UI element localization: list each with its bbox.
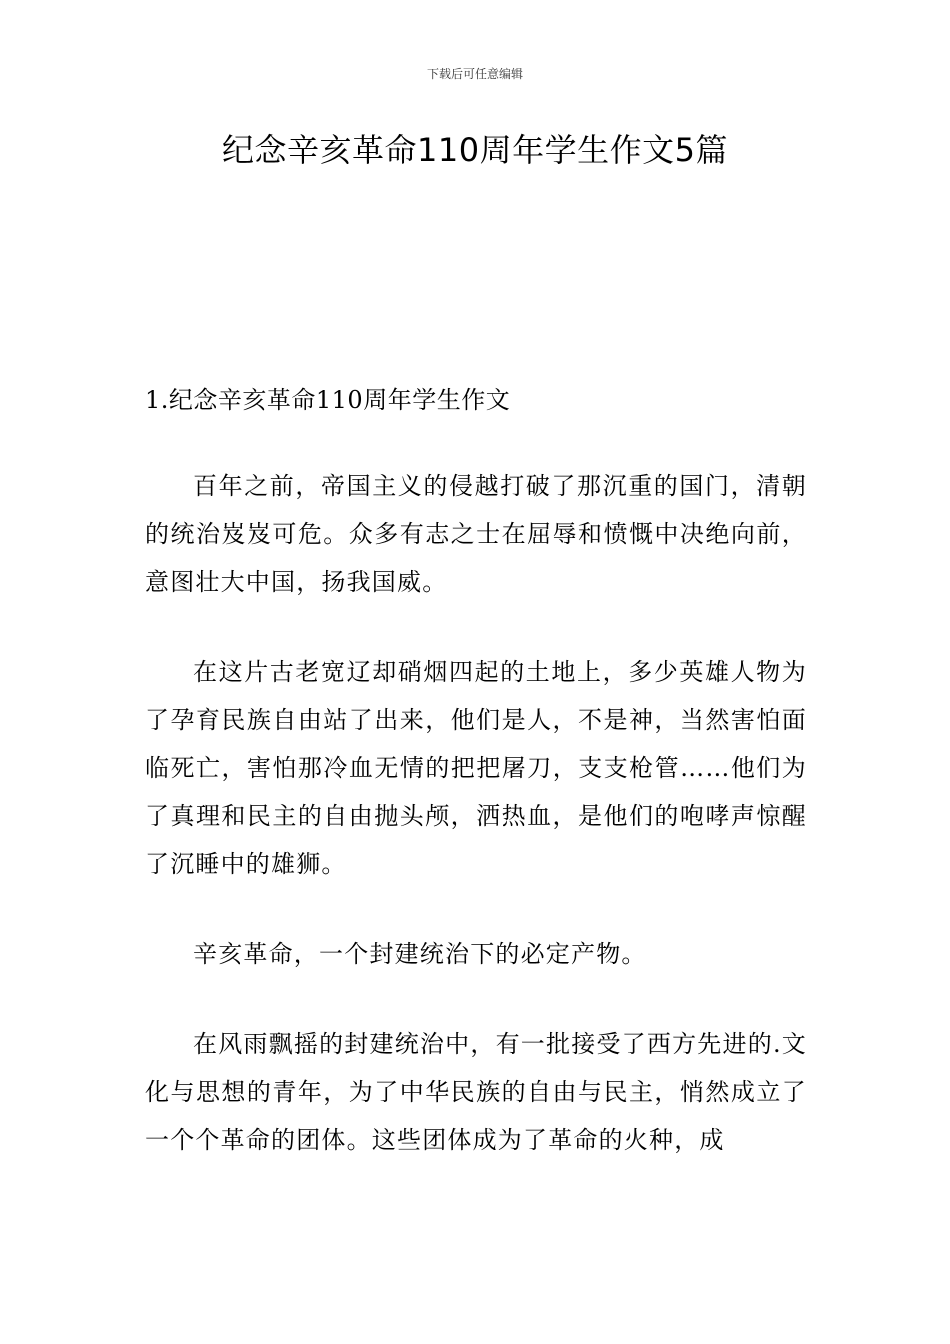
document-title: 纪念辛亥革命110周年学生作文5篇 (222, 131, 728, 169)
paragraph-1: 百年之前，帝国主义的侵越打破了那沉重的国门，清朝的统治岌岌可危。众多有志之士在屈辱和愤慨中决绝向前，意图壮大中国，扬我国威。 (145, 472, 807, 596)
section-heading: 1.纪念辛亥革命110周年学生作文 (145, 386, 511, 414)
paragraph-2: 在这片古老宽辽却硝烟四起的土地上，多少英雄人物为了孕育民族自由站了出来，他们是人，不是神，当然害怕面临死亡，害怕那冷血无情的把把屠刀，支支枪管……他们为了真理和民主的自由抛头颅，洒热血，是他们的咆哮声惊醒了沉睡中的雄狮。 (145, 658, 807, 878)
document-body (145, 380, 807, 1206)
paragraph-3: 辛亥革命，一个封建统治下的必定产物。 (193, 940, 647, 968)
paragraph-4: 在风雨飘摇的封建统治中，有一批接受了西方先进的.文化与思想的青年，为了中华民族的自由与民主，悄然成立了一个个革命的团体。这些团体成为了革命的火种，成 (145, 1030, 807, 1154)
header-note: 下载后可任意编辑 (426, 67, 523, 81)
